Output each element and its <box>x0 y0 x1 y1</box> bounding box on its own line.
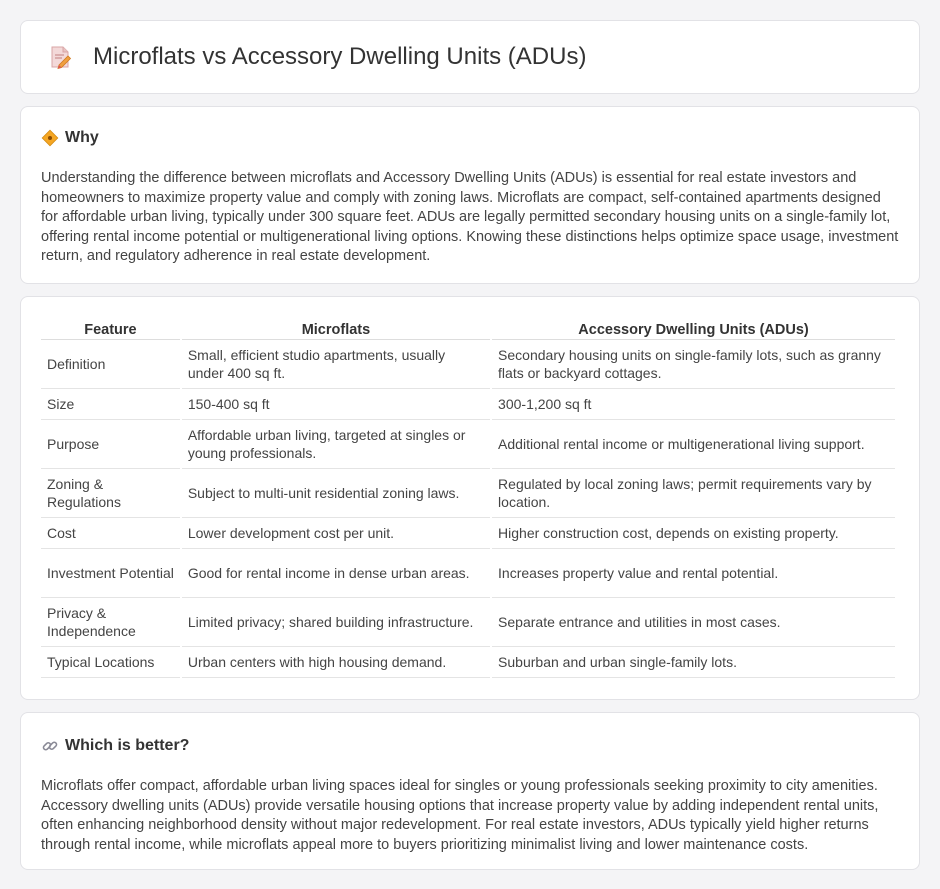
row-adus: Regulated by local zoning laws; permit requirements vary by location. <box>492 469 895 518</box>
row-feature: Typical Locations <box>41 647 180 678</box>
comparison-table <box>39 315 897 678</box>
header-adus: Accessory Dwelling Units (ADUs) <box>492 315 895 340</box>
row-adus: Higher construction cost, depends on existing property. <box>492 518 895 549</box>
row-feature: Privacy & Independence <box>41 598 180 647</box>
why-title: Why <box>65 129 99 146</box>
row-microflats: Good for rental income in dense urban areas. <box>182 549 490 598</box>
row-adus: Additional rental income or multigenerational living support. <box>492 420 895 469</box>
row-feature: Size <box>41 389 180 420</box>
row-microflats: 150-400 sq ft <box>182 389 490 420</box>
row-feature: Definition <box>41 340 180 389</box>
which-better-heading <box>41 735 899 757</box>
table-row <box>41 420 895 469</box>
row-adus: Secondary housing units on single-family lots, such as granny flats or backyard cottages. <box>492 340 895 389</box>
row-microflats: Subject to multi-unit residential zoning laws. <box>182 469 490 518</box>
table-row <box>41 647 895 678</box>
which-better-section <box>20 712 920 870</box>
row-adus: Suburban and urban single-family lots. <box>492 647 895 678</box>
table-row <box>41 389 895 420</box>
which-better-title: Which is better? <box>65 737 190 754</box>
table-row <box>41 340 895 389</box>
row-microflats: Limited privacy; shared building infrastructure. <box>182 598 490 647</box>
row-feature: Cost <box>41 518 180 549</box>
link-icon <box>41 737 59 755</box>
row-adus: Separate entrance and utilities in most cases. <box>492 598 895 647</box>
row-adus: Increases property value and rental potential. <box>492 549 895 598</box>
diamond-sign-icon <box>41 129 59 147</box>
row-adus: 300-1,200 sq ft <box>492 389 895 420</box>
why-section <box>20 106 920 284</box>
row-microflats: Lower development cost per unit. <box>182 518 490 549</box>
row-feature: Investment Potential <box>41 549 180 598</box>
why-heading <box>41 127 899 149</box>
table-row <box>41 518 895 549</box>
row-microflats: Affordable urban living, targeted at singles or young professionals. <box>182 420 490 469</box>
page-title: Microflats vs Accessory Dwelling Units (ADUs) <box>93 43 587 70</box>
which-better-text: Microflats offer compact, affordable urban living spaces ideal for singles or young professionals seeking proximity to city amenities. Accessory dwelling units (ADUs) provide versatile housing options that increase property value by adding independent rental units, often enhancing neighborhood density without major redevelopment. For real estate investors, ADUs typically yield higher returns through rental income, while microflats appeal more to buyers prioritizing minimalist living and lower maintenance costs. <box>41 778 879 853</box>
row-microflats: Small, efficient studio apartments, usually under 400 sq ft. <box>182 340 490 389</box>
comparison-card <box>20 296 920 700</box>
table-row <box>41 469 895 518</box>
document-pencil-icon <box>47 44 73 70</box>
header-card <box>20 20 920 94</box>
row-feature: Zoning & Regulations <box>41 469 180 518</box>
row-feature: Purpose <box>41 420 180 469</box>
header-microflats: Microflats <box>182 315 490 340</box>
row-microflats: Urban centers with high housing demand. <box>182 647 490 678</box>
why-text: Understanding the difference between microflats and Accessory Dwelling Units (ADUs) is essential for real estate investors and homeowners to maximize property value and comply with zoning laws. Microflats are compact, self-contained apartments designed for affordable urban living, typically under 300 square feet. ADUs are legally permitted secondary housing units on a single-family lot, offering rental income potential or multigenerational living options. Knowing these distinctions helps optimize space usage, investment return, and regulatory adherence in real estate development. <box>41 170 899 265</box>
table-row <box>41 549 895 598</box>
table-row <box>41 598 895 647</box>
header-feature: Feature <box>41 315 180 340</box>
